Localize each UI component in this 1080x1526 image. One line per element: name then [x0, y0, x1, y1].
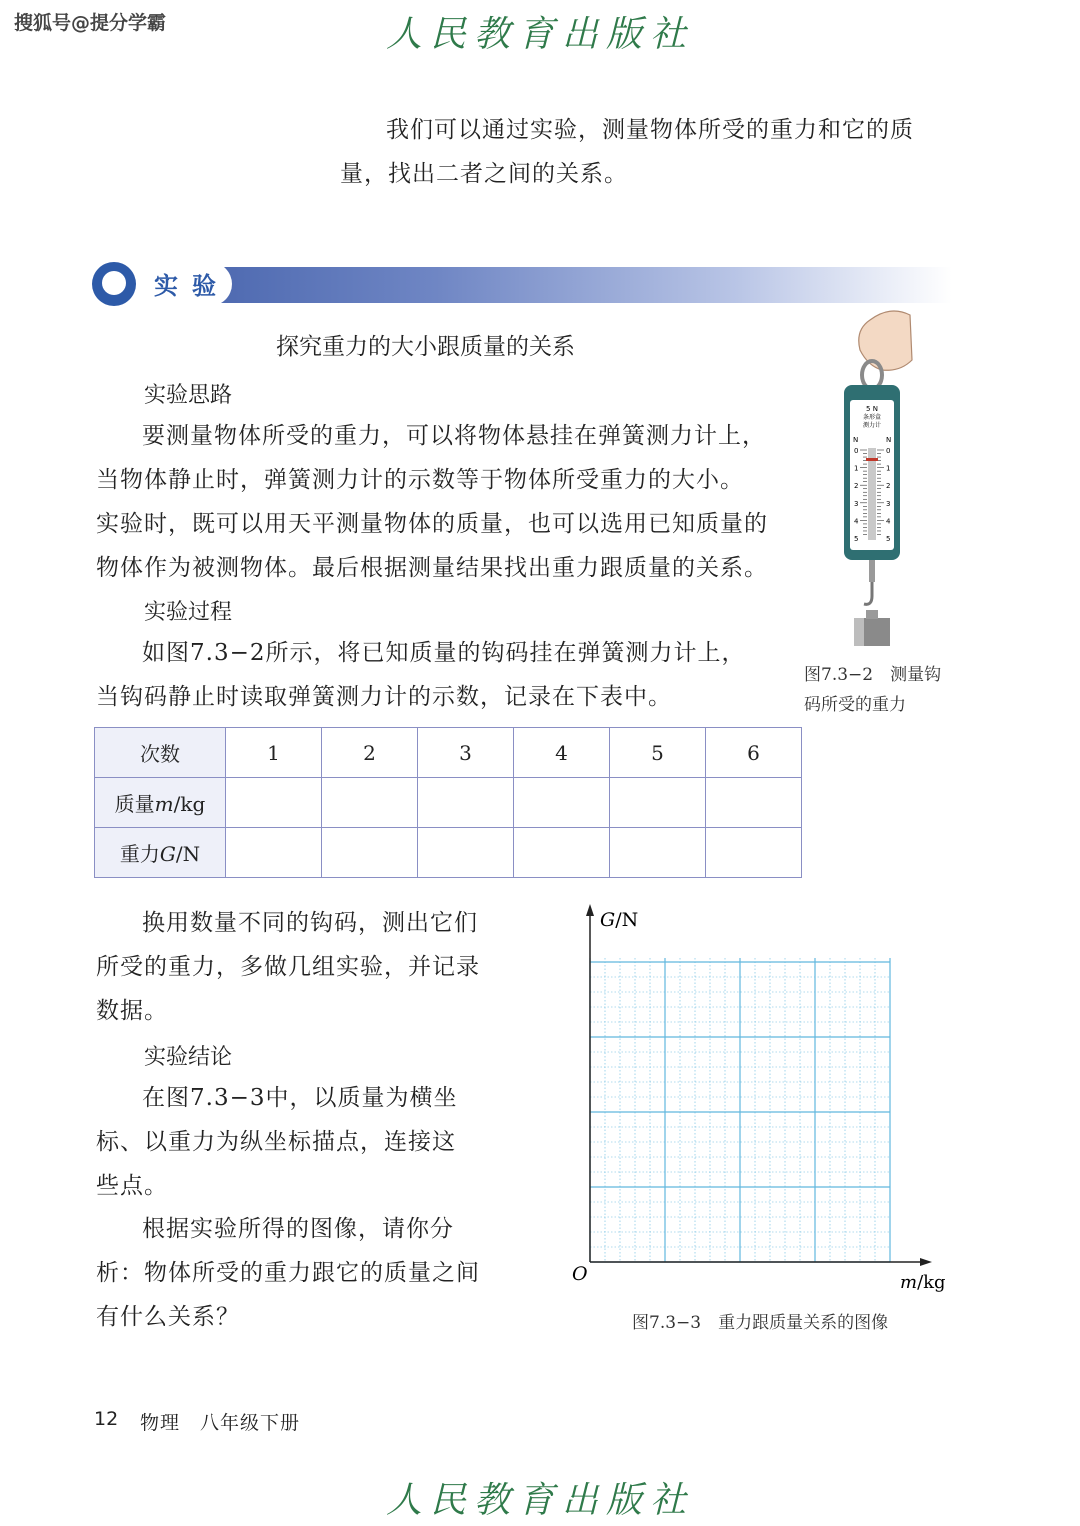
question-line: 有什么关系？: [96, 1304, 240, 1330]
weight-cell: [322, 828, 418, 878]
origin-label: O: [572, 1263, 588, 1285]
idea-line: 物体作为被测物体。最后根据测量结果找出重力跟质量的关系。: [96, 555, 768, 581]
data-table: [94, 727, 802, 878]
process-paragraph: [96, 631, 796, 719]
scale-tick-label: 0: [886, 447, 891, 455]
weight-highlight: [854, 618, 864, 646]
mass-cell: [226, 778, 322, 828]
scale-tick-label: 3: [886, 499, 891, 508]
intro-line-2: 量，找出二者之间的关系。: [340, 161, 628, 187]
scale-text-1: 5 N: [866, 405, 878, 413]
table-col-2: 2: [322, 728, 418, 778]
watermark-text: 搜狐号@提分学霸: [14, 12, 167, 34]
weight-cell: [226, 828, 322, 878]
weight-row-label: 重力G/N: [95, 828, 226, 878]
intro-line-1: 我们可以通过实验，测量物体所受的重力和它的质: [386, 117, 914, 143]
hook-icon: [864, 582, 872, 604]
scale-text-3: 测力计: [862, 422, 882, 429]
scale-unit-left: N: [853, 436, 859, 444]
conclusion-heading: 实验结论: [144, 1045, 233, 1070]
scale-tick-label: 1: [886, 464, 891, 473]
scale-tick-label: 3: [854, 499, 859, 508]
table-col-3: 3: [418, 728, 514, 778]
scale-tick-label: 2: [854, 482, 859, 491]
table-col-1: 1: [226, 728, 322, 778]
conclusion-paragraph: [96, 1076, 516, 1208]
scale-rod: [869, 560, 875, 582]
scale-unit-right: N: [886, 436, 892, 444]
more-experiments-paragraph: [96, 901, 516, 1033]
x-axis-label: m/kg: [900, 1272, 946, 1293]
weight-cell: [706, 828, 802, 878]
mass-cell: [610, 778, 706, 828]
mass-row-label: 质量m/kg: [95, 778, 226, 828]
idea-line: 当物体静止时，弹簧测力计的示数等于物体所受重力的大小。: [96, 467, 744, 493]
mass-cell: [418, 778, 514, 828]
magnifier-icon: [92, 262, 136, 306]
page-number: 12: [94, 1408, 119, 1430]
process-heading: 实验过程: [144, 600, 233, 625]
scale-tick-label: 2: [886, 482, 891, 491]
scale-tick-label: 4: [854, 517, 859, 526]
mass-cell: [706, 778, 802, 828]
mass-cell: [322, 778, 418, 828]
figure2-caption: 图7.3−3 重力跟质量关系的图像: [632, 1313, 889, 1333]
conclusion-line: 在图7.3−3中，以质量为横坐: [142, 1085, 458, 1111]
publisher-logo-top: 人民教育出版社: [385, 14, 694, 55]
weight-cell: [514, 828, 610, 878]
more-line: 换用数量不同的钩码，测出它们: [142, 910, 478, 936]
table-header-cell: 次数: [95, 728, 226, 778]
process-line: 当钩码静止时读取弹簧测力计的示数，记录在下表中。: [96, 684, 672, 710]
idea-line: 实验时，既可以用天平测量物体的质量，也可以选用已知质量的: [96, 511, 768, 537]
more-line: 所受的重力，多做几组实验，并记录: [96, 954, 480, 980]
banner-label: 实验: [154, 272, 230, 300]
table-row-mass: [95, 778, 802, 828]
scale-tick-label: 4: [886, 517, 891, 526]
conclusion-line: 些点。: [96, 1173, 168, 1199]
process-line: 如图7.3−2所示，将已知质量的钩码挂在弹簧测力计上，: [142, 640, 746, 666]
table-row-weight: [95, 828, 802, 878]
publisher-logo-bottom: 人民教育出版社: [385, 1480, 694, 1521]
weight-cell: [418, 828, 514, 878]
experiment-title: 探究重力的大小跟质量的关系: [276, 334, 575, 360]
more-line: 数据。: [96, 998, 168, 1024]
idea-heading: 实验思路: [144, 383, 233, 408]
graph-figure: [560, 900, 960, 1300]
table-row-header: [95, 728, 802, 778]
scale-tick-label: 1: [854, 464, 859, 473]
idea-line: 要测量物体所受的重力，可以将物体悬挂在弹簧测力计上，: [142, 423, 766, 449]
conclusion-line: 标、以重力为纵坐标描点，连接这: [96, 1129, 456, 1155]
intro-paragraph: [340, 108, 950, 196]
scale-text-2: 条形盒: [862, 414, 882, 421]
scale-tick-label: 5: [854, 535, 859, 543]
figure1-caption-line-2: 码所受的重力: [804, 695, 906, 715]
weight-cell: [610, 828, 706, 878]
table-col-4: 4: [514, 728, 610, 778]
question-line: 根据实验所得的图像，请你分: [142, 1216, 454, 1242]
book-title: 物理 八年级下册: [140, 1412, 301, 1434]
figure1-caption-line-1: 图7.3−2 测量钩: [804, 665, 942, 685]
table-col-6: 6: [706, 728, 802, 778]
x-axis-arrow-icon: [920, 1258, 932, 1266]
mass-cell: [514, 778, 610, 828]
question-paragraph: [96, 1207, 516, 1339]
y-axis-arrow-icon: [586, 904, 594, 916]
scale-tick-label: 0: [854, 447, 859, 455]
scale-slot: [868, 448, 876, 540]
spring-scale-figure: [820, 300, 940, 660]
y-axis-label: G/N: [600, 909, 639, 931]
figure1-caption: [804, 660, 941, 720]
table-col-5: 5: [610, 728, 706, 778]
question-line: 析：物体所受的重力跟它的质量之间: [96, 1260, 480, 1286]
weight-neck: [866, 610, 878, 619]
scale-tick-label: 5: [886, 535, 891, 543]
scale-pointer: [866, 458, 878, 461]
idea-paragraph: [96, 414, 796, 590]
